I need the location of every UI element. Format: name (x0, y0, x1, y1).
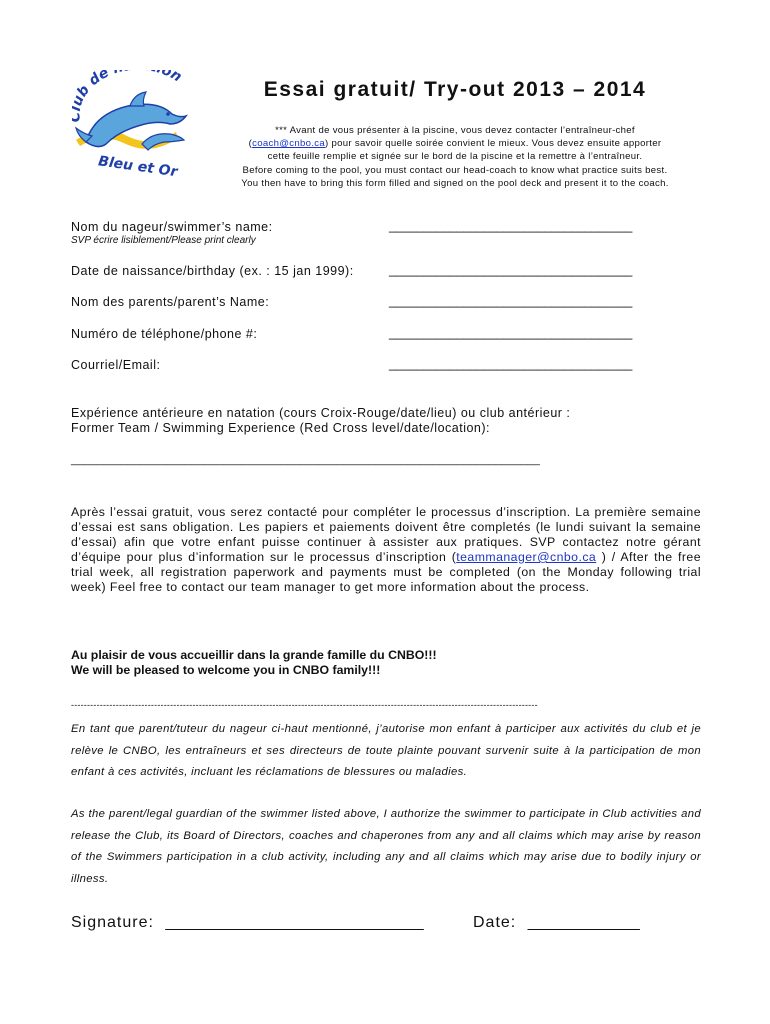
email-label: Courriel/Email: (71, 358, 161, 372)
logo-top-text: b de on (74, 70, 185, 100)
experience-label-fr: Expérience antérieure en natation (cours Croix-Rouge/date/lieu) ou club antérieur : (71, 406, 571, 420)
parents-name-label: Nom des parents/parent’s Name: (71, 295, 270, 309)
welcome-en: We will be pleased to welcome you in CNBO family!!! (71, 663, 381, 677)
intro-fr-line-2: pour savoir quelle soirée convient le mieux. Vous devez ensuite apporter (328, 138, 662, 150)
email-field[interactable]: ____________________________________ (389, 357, 633, 371)
welcome-fr: Au plaisir de vous accueillir dans la grande famille du CNBO!!! (71, 648, 437, 662)
birthday-label: Date de naissance/birthday (ex. : 15 jan 1999): (71, 264, 354, 278)
date-row (473, 914, 639, 932)
signature-field[interactable]: ______________________________ (165, 914, 424, 931)
experience-label-en: Former Team / Swimming Experience (Red Cross level/date/location): (71, 421, 491, 435)
experience-field[interactable]: __________________________________________________________________________ (71, 454, 540, 466)
club-logo (72, 70, 202, 178)
intro-fr-line-1: *** Avant de vous présenter à la piscine, vous devez contacter l’entraîneur-chef (275, 125, 635, 136)
intro-fr-line-3: cette feuille remplie et signée sur le bord de la piscine et la remettre à l’entraîneur. (267, 151, 643, 163)
coach-email-link[interactable]: coach@cnbo.ca (252, 138, 326, 150)
birthday-field[interactable]: ____________________________________ (389, 263, 633, 277)
info-text-1: Après l’essai gratuit, vous serez contacté pour compléter le processus d’inscription. La première semaine d’essai est sans obligation. Les papiers et paiements doivent être completés (le lundi suivant la semaine d’essai) afin que votre enfant puisse continuer à assister aux pratiques. SVP contactez notre gérant d’équipe pour plus d’information sur le processus d’inscription ( (71, 505, 701, 564)
signature-label: Signature: (71, 914, 154, 931)
info-text-2: ) / After the free trial week, all registration paperwork and payments must be completed (on the Monday following trial week) Feel free to contact our team manager to get more information about the process. (71, 550, 701, 594)
date-field[interactable]: _____________ (527, 914, 640, 931)
team-manager-email-link[interactable]: teammanager@cnbo.ca (456, 550, 597, 564)
consent-text-en: As the parent/legal guardian of the swimmer listed above, I authorize the swimmer to participate in Club activities and release the Club, its Board of Directors, coaches and chaperones from any and all claims which may arise by reason of the Swimmers participation in a club activity, including any and all claims which may arise due to bodily injury or illness. (71, 808, 701, 885)
phone-label: Numéro de téléphone/phone #: (71, 327, 258, 341)
intro-text: *** Avant de vous présenter à la piscine, vous devez contacter l’entraîneur-chef (coach@cnbo.ca) pour savoir quelle soirée convient le mieux. Vous devez ensuite apporter cette feuille remplie et signée sur le bord de la piscine et la remettre à l’entraîneur. Before coming to the pool, you must contact our head-coach to know what practice suits best. You then have to bring this form filled and signed on the pool deck and present it to the coach. (200, 124, 710, 190)
logo-bottom-text: Bleu et Or (97, 153, 179, 178)
phone-field[interactable]: ____________________________________ (389, 326, 633, 340)
intro-en-line-2: You then have to bring this form filled and signed on the pool deck and present it to the coach. (241, 177, 669, 189)
consent-text-fr: En tant que parent/tuteur du nageur ci-haut mentionné, j’autorise mon enfant à participer aux activités du club et je relève le CNBO, les entraîneurs et ses directeurs de toute plainte pouvant survenir suite à la participation de mon enfant à ces activités, incluant les réclamations de blessures ou maladies. (71, 723, 701, 778)
info-paragraph (71, 505, 701, 595)
page-title: Essai gratuit/ Try-out 2013 – 2014 (263, 78, 647, 101)
swimmer-name-hint: SVP écrire lisiblement/Please print clearly (71, 235, 256, 246)
date-label: Date: (473, 914, 517, 931)
parents-name-field[interactable]: ____________________________________ (389, 294, 633, 308)
dolphin-logo-icon (72, 70, 202, 178)
intro-en-line-1: Before coming to the pool, you must contact our head-coach to know what practice suits best. (242, 164, 668, 176)
section-divider: -------------------------------------------------------------------------------------------------------------------------------------------------- (71, 700, 538, 710)
signature-row (71, 914, 423, 932)
swimmer-name-field[interactable]: ____________________________________ (389, 219, 633, 233)
swimmer-name-label: Nom du nageur/swimmer’s name: (71, 220, 273, 234)
